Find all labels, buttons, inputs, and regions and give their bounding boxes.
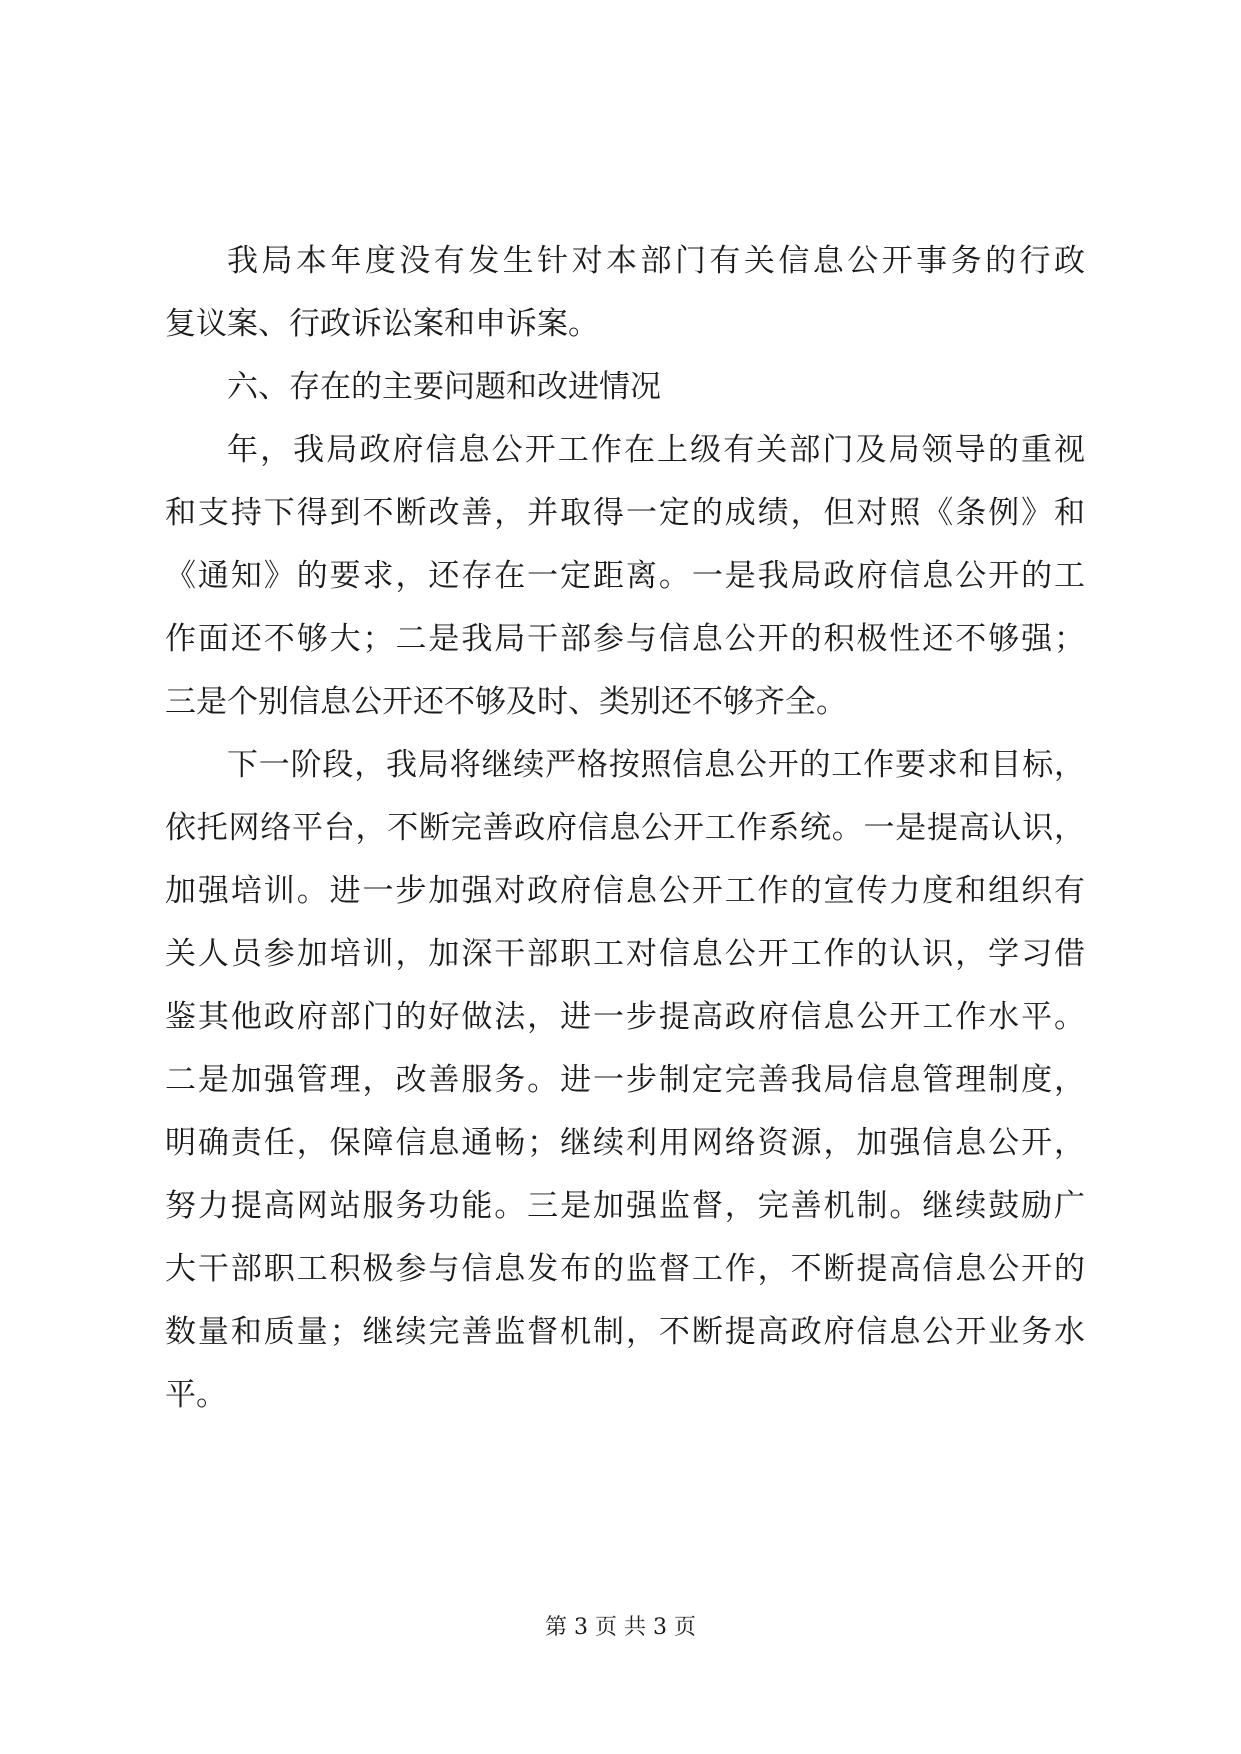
paragraph-line: 鉴其他政府部门的好做法，进一步提高政府信息公开工作水平。 (165, 999, 1085, 1035)
paragraph-line: 平。 (165, 1377, 227, 1413)
paragraph-line: 大干部职工积极参与信息发布的监督工作，不断提高信息公开的 (165, 1251, 1085, 1287)
page-number-footer: 第 3 页 共 3 页 (545, 1615, 696, 1640)
document-body (165, 230, 1085, 1427)
paragraph-line: 我局本年度没有发生针对本部门有关信息公开事务的行政 (227, 243, 1085, 279)
paragraph-line: 数量和质量；继续完善监督机制，不断提高政府信息公开业务水 (165, 1314, 1085, 1350)
paragraph-line: 明确责任，保障信息通畅；继续利用网络资源，加强信息公开， (165, 1125, 1085, 1161)
paragraph-line: 三是个别信息公开还不够及时、类别还不够齐全。 (165, 684, 847, 720)
paragraph-line: 二是加强管理，改善服务。进一步制定完善我局信息管理制度， (165, 1062, 1085, 1098)
paragraph-line: 年，我局政府信息公开工作在上级有关部门及局领导的重视 (227, 432, 1085, 468)
paragraph-line: 下一阶段，我局将继续严格按照信息公开的工作要求和目标， (227, 747, 1085, 783)
paragraph-line: 加强培训。进一步加强对政府信息公开工作的宣传力度和组织有 (165, 873, 1085, 909)
section-heading: 六、存在的主要问题和改进情况 (227, 369, 661, 405)
paragraph-line: 《通知》的要求，还存在一定距离。一是我局政府信息公开的工 (165, 558, 1085, 594)
paragraph-line: 依托网络平台，不断完善政府信息公开工作系统。一是提高认识， (165, 810, 1085, 846)
paragraph-line: 关人员参加培训，加深干部职工对信息公开工作的认识，学习借 (165, 936, 1085, 972)
paragraph-line: 和支持下得到不断改善，并取得一定的成绩，但对照《条例》和 (165, 495, 1085, 531)
paragraph-line: 努力提高网站服务功能。三是加强监督，完善机制。继续鼓励广 (165, 1188, 1085, 1224)
paragraph-line: 作面还不够大；二是我局干部参与信息公开的积极性还不够强； (165, 621, 1085, 657)
paragraph-line: 复议案、行政诉讼案和申诉案。 (165, 306, 599, 342)
